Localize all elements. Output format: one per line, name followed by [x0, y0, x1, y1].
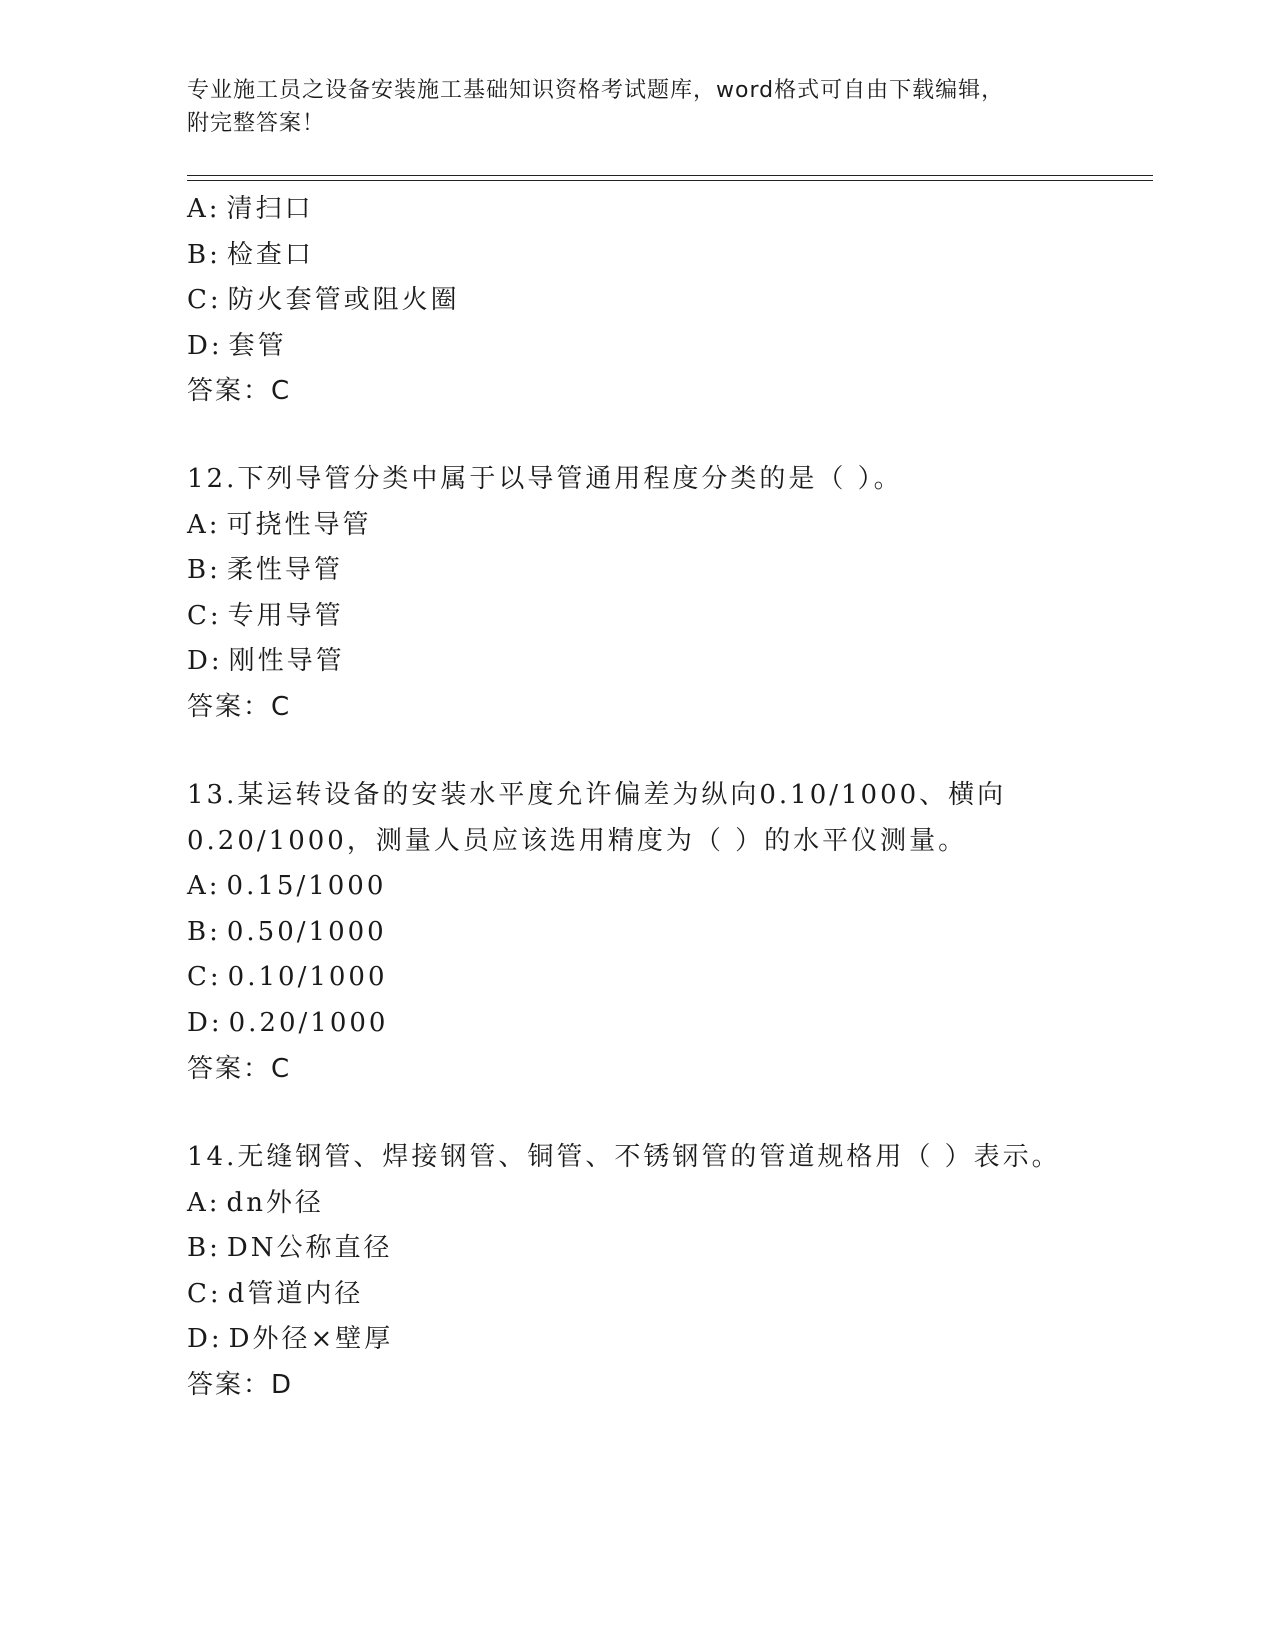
option-label: A	[187, 1187, 209, 1218]
option-separator: :	[209, 916, 221, 947]
question-stem: 12.下列导管分类中属于以导管通用程度分类的是（ ）。	[187, 464, 903, 494]
option-label: C	[187, 600, 210, 631]
header-line-2: 附完整答案！	[187, 111, 326, 136]
option-text: dn外径	[226, 1187, 324, 1218]
option-text: 防火套管或阻火圈	[227, 285, 460, 316]
option-separator: :	[209, 239, 221, 270]
option-c	[187, 594, 1107, 640]
option-d	[187, 639, 1107, 685]
answer: 答案：C	[187, 376, 292, 407]
option-separator: :	[208, 1187, 221, 1218]
option-separator: :	[208, 509, 221, 540]
question-block-14	[187, 1135, 1107, 1409]
option-label: A	[187, 194, 209, 224]
option-text: d管道内径	[227, 1278, 364, 1309]
option-label: C	[187, 962, 210, 993]
answer: 答案：C	[187, 691, 292, 722]
option-d	[187, 1001, 1107, 1047]
option-text: 套管	[228, 330, 287, 361]
option-label: D	[187, 1007, 211, 1038]
option-b	[187, 548, 1107, 594]
option-c	[187, 278, 1107, 324]
answer: 答案：C	[187, 1053, 292, 1084]
option-label: D	[187, 1324, 211, 1355]
option-separator: :	[209, 600, 222, 631]
option-separator: :	[209, 555, 221, 586]
question-block-12	[187, 457, 1107, 731]
option-b	[187, 1226, 1107, 1272]
option-label: D	[187, 330, 211, 361]
option-separator: :	[210, 1324, 223, 1355]
option-label: B	[187, 555, 210, 586]
option-label: A	[187, 871, 209, 902]
question-block-13	[187, 773, 1107, 1092]
option-text: 0.10/1000	[227, 962, 388, 993]
option-text: 柔性导管	[226, 555, 343, 586]
question-stem: 14.无缝钢管、焊接钢管、铜管、不锈钢管的管道规格用（ ）表示。	[187, 1142, 1061, 1172]
header-line-1: 专业施工员之设备安装施工基础知识资格考试题库，word格式可自由下载编辑，	[187, 78, 1005, 103]
option-separator: :	[209, 1278, 222, 1309]
option-text: 0.50/1000	[226, 916, 387, 947]
option-label: C	[187, 285, 210, 316]
option-text: DN公称直径	[226, 1233, 393, 1264]
option-label: B	[187, 239, 210, 270]
option-c	[187, 1272, 1107, 1318]
option-text: 检查口	[226, 239, 314, 270]
option-separator: :	[208, 194, 221, 224]
option-a	[187, 503, 1107, 549]
option-a	[187, 1181, 1107, 1227]
question-stem-continued: 0.20/1000，测量人员应该选用精度为（ ）的水平仪测量。	[187, 825, 968, 856]
option-b	[187, 233, 1107, 279]
option-b	[187, 910, 1107, 956]
header-divider-top	[187, 175, 1153, 176]
option-d	[187, 1317, 1107, 1363]
document-header	[187, 74, 1087, 140]
option-label: B	[187, 1233, 210, 1264]
option-separator: :	[208, 871, 221, 902]
option-a	[187, 187, 1107, 233]
option-separator: :	[210, 646, 223, 677]
option-c	[187, 955, 1107, 1001]
option-text: 刚性导管	[228, 646, 345, 677]
option-label: D	[187, 646, 211, 677]
option-text: 清扫口	[226, 194, 314, 224]
header-divider-bottom	[187, 180, 1153, 181]
option-separator: :	[209, 285, 222, 316]
option-text: 0.15/1000	[226, 871, 387, 902]
option-label: C	[187, 1278, 210, 1309]
option-separator: :	[209, 962, 222, 993]
option-text: 0.20/1000	[228, 1007, 389, 1038]
option-label: B	[187, 916, 210, 947]
option-text: D外径×壁厚	[228, 1324, 394, 1355]
question-stem: 13.某运转设备的安装水平度允许偏差为纵向0.10/1000、横向	[187, 780, 1007, 810]
option-label: A	[187, 509, 209, 540]
answer: 答案：D	[187, 1369, 294, 1400]
option-text: 可挠性导管	[226, 509, 372, 540]
question-block-11	[187, 187, 1107, 415]
option-separator: :	[210, 330, 223, 361]
option-a	[187, 864, 1107, 910]
option-separator: :	[209, 1233, 221, 1264]
option-d	[187, 324, 1107, 370]
option-separator: :	[210, 1007, 223, 1038]
option-text: 专用导管	[227, 600, 344, 631]
